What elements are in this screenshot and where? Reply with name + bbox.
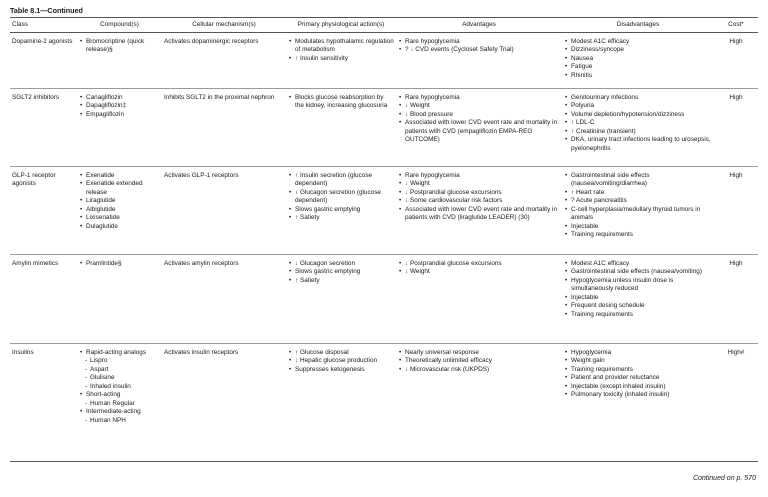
compound-item: • Liraglutide	[79, 197, 160, 206]
advantage-list	[398, 38, 560, 55]
disadvantage-item: • Fatigue	[564, 63, 712, 72]
disadvantage-item: • Training requirements	[564, 311, 712, 320]
compound-item: • Bromocriptine (quick release)§	[79, 38, 160, 55]
advantage-item: • ? ↓ CVD events (Cycloset Safety Trial)	[398, 46, 560, 55]
disadvantage-list	[564, 38, 712, 81]
header-class: Class	[10, 18, 77, 32]
mechanism-cell: Activates amylin receptors	[162, 254, 286, 343]
compound-item: • Canagliflozin	[79, 94, 160, 103]
disadvantage-item: • C-cell hyperplasia/medullary thyroid tumors in animals	[564, 206, 712, 223]
advantage-item: • Associated with lower CVD event rate and mortality in patients with CVD (liraglutide LEADER) (30)	[398, 206, 560, 223]
table-row	[10, 343, 758, 461]
compound-subitem: - Human Regular	[79, 400, 160, 409]
compound-item: • Exenatide extended release	[79, 180, 160, 197]
action-item: • Blocks glucose reabsorption by the kidney, increasing glucosuria	[288, 94, 394, 111]
compound-item: • Albiglutide	[79, 206, 160, 215]
advantage-cell	[396, 166, 562, 254]
compound-cell	[77, 166, 162, 254]
disadvantage-item: • Training requirements	[564, 366, 712, 375]
action-list	[288, 38, 394, 64]
disadvantage-item: • Hypoglycemia unless insulin dose is simultaneously reduced	[564, 277, 712, 294]
header-disadvantages: Disadvantages	[562, 18, 714, 32]
action-item: • ↑ Satiety	[288, 214, 394, 223]
advantage-list	[398, 94, 560, 145]
compound-item: • Empagliflozin	[79, 111, 160, 120]
action-item: • ↑ Glucose disposal	[288, 349, 394, 358]
disadvantage-item: • Modest A1C efficacy	[564, 260, 712, 269]
advantage-item: • ↓ Blood pressure	[398, 111, 560, 120]
disadvantage-item: • Pulmonary toxicity (inhaled insulin)	[564, 391, 712, 400]
disadvantage-item: • ↑ LDL-C	[564, 119, 712, 128]
disadvantage-item: • Genitourinary infections	[564, 94, 712, 103]
action-cell	[286, 32, 396, 88]
action-item: • Suppresses ketogenesis	[288, 366, 394, 375]
compound-list	[79, 172, 160, 232]
disadvantage-item: • Dizziness/syncope	[564, 46, 712, 55]
disadvantage-item: • DKA, urinary tract infections leading to urosepsis, pyelonephritis	[564, 136, 712, 153]
compound-list	[79, 260, 160, 269]
disadvantage-item: • Weight gain	[564, 357, 712, 366]
compound-item: • Lixisenatide	[79, 214, 160, 223]
action-cell	[286, 343, 396, 461]
disadvantage-item: • Injectable (except inhaled insulin)	[564, 383, 712, 392]
action-list	[288, 260, 394, 286]
header-action: Primary physiological action(s)	[286, 18, 396, 32]
disadvantage-item: • ↑ Heart rate	[564, 189, 712, 198]
table-body	[10, 32, 758, 461]
action-item: • ↓ Glucagon secretion	[288, 260, 394, 269]
compound-subitem: - Glulisine	[79, 374, 160, 383]
compound-item: • Short-acting	[79, 391, 160, 400]
advantage-cell	[396, 254, 562, 343]
compound-subitem: - Human NPH	[79, 417, 160, 426]
advantage-list	[398, 349, 560, 375]
cost-cell: High	[714, 32, 758, 88]
cost-cell: High#	[714, 343, 758, 461]
cost-cell: High	[714, 254, 758, 343]
compound-item: • Dulaglutide	[79, 223, 160, 232]
action-item: • ↑ Satiety	[288, 277, 394, 286]
disadvantage-item: • Injectable	[564, 223, 712, 232]
advantage-item: • Nearly universal response	[398, 349, 560, 358]
header-row	[10, 18, 758, 32]
disadvantage-item: • Nausea	[564, 55, 712, 64]
advantage-item: • ↓ Postprandial glucose excursions	[398, 189, 560, 198]
class-cell: GLP-1 receptor agonists	[10, 166, 77, 254]
action-list	[288, 94, 394, 111]
disadvantage-list	[564, 260, 712, 320]
disadvantage-item: • Injectable	[564, 294, 712, 303]
table-row	[10, 88, 758, 166]
disadvantage-cell	[562, 88, 714, 166]
disadvantage-item: • ↑ Creatinine (transient)	[564, 128, 712, 137]
disadvantage-item: • Hypoglycemia	[564, 349, 712, 358]
compound-item: • Rapid-acting analogs	[79, 349, 160, 358]
disadvantage-item: • Modest A1C efficacy	[564, 38, 712, 47]
compound-list	[79, 38, 160, 55]
compound-cell	[77, 88, 162, 166]
mechanism-cell: Inhibits SGLT2 in the proximal nephron	[162, 88, 286, 166]
advantage-item: • ↓ Weight	[398, 180, 560, 189]
disadvantage-item: • ? Acute pancreatitis	[564, 197, 712, 206]
disadvantage-list	[564, 94, 712, 154]
header-cost: Cost*	[714, 18, 758, 32]
advantage-item: • Rare hypoglycemia	[398, 172, 560, 181]
compound-item: • Intermediate-acting	[79, 408, 160, 417]
compound-subitem: - Inhaled insulin	[79, 383, 160, 392]
table-title: Table 8.1—Continued	[10, 6, 758, 18]
mechanism-cell: Activates dopaminergic receptors	[162, 32, 286, 88]
advantage-item: • Theoretically unlimited efficacy	[398, 357, 560, 366]
advantage-cell	[396, 32, 562, 88]
header-advantages: Advantages	[396, 18, 562, 32]
disadvantage-list	[564, 349, 712, 400]
action-item: • ↑ Insulin sensitivity	[288, 55, 394, 64]
disadvantage-item: • Volume depletion/hypotension/dizziness	[564, 111, 712, 120]
mechanism-cell: Activates GLP-1 receptors	[162, 166, 286, 254]
advantage-item: • ↓ Weight	[398, 102, 560, 111]
advantage-item: • ↓ Some cardiovascular risk factors	[398, 197, 560, 206]
disadvantage-list	[564, 172, 712, 240]
advantage-cell	[396, 88, 562, 166]
action-item: • ↓ Glucagon secretion (glucose dependent)	[288, 189, 394, 206]
advantage-item: • ↓ Postprandial glucose excursions	[398, 260, 560, 269]
compound-cell	[77, 254, 162, 343]
action-cell	[286, 254, 396, 343]
action-item: • Modulates hypothalamic regulation of metabolism	[288, 38, 394, 55]
advantage-list	[398, 260, 560, 277]
disadvantage-item: • Rhinitis	[564, 72, 712, 81]
advantage-item: • ↓ Microvascular risk (UKPDS)	[398, 366, 560, 375]
compound-subitem: - Lispro	[79, 357, 160, 366]
table-row	[10, 254, 758, 343]
disadvantage-cell	[562, 343, 714, 461]
disadvantage-item: • Gastrointestinal side effects (nausea/vomiting/diarrhea)	[564, 172, 712, 189]
advantage-list	[398, 172, 560, 223]
mechanism-cell: Activates insulin receptors	[162, 343, 286, 461]
cost-cell: High	[714, 166, 758, 254]
disadvantage-item: • Training requirements	[564, 231, 712, 240]
header-compound: Compound(s)	[77, 18, 162, 32]
action-item: • Slows gastric emptying	[288, 268, 394, 277]
action-cell	[286, 88, 396, 166]
compound-item: • Pramlintide§	[79, 260, 160, 269]
action-item: • ↑ Insulin secretion (glucose dependent)	[288, 172, 394, 189]
action-list	[288, 349, 394, 375]
advantage-item: • Rare hypoglycemia	[398, 38, 560, 47]
advantage-item: • Associated with lower CVD event rate and mortality in patients with CVD (empagliflozin EMPA-REG OUTCOME)	[398, 119, 560, 145]
disadvantage-item: • Frequent dosing schedule	[564, 302, 712, 311]
action-list	[288, 172, 394, 223]
compound-list	[79, 349, 160, 426]
disadvantage-cell	[562, 166, 714, 254]
cost-cell: High	[714, 88, 758, 166]
drug-class-table	[10, 18, 758, 462]
continued-note: Continued on p. 570	[692, 475, 756, 482]
action-cell	[286, 166, 396, 254]
disadvantage-item: • Patient and provider reluctance	[564, 374, 712, 383]
compound-list	[79, 94, 160, 120]
action-item: • ↓ Hepatic glucose production	[288, 357, 394, 366]
disadvantage-cell	[562, 254, 714, 343]
class-cell: SGLT2 inhibitors	[10, 88, 77, 166]
class-cell: Insulins	[10, 343, 77, 461]
advantage-cell	[396, 343, 562, 461]
class-cell: Dopamine-2 agonists	[10, 32, 77, 88]
compound-cell	[77, 32, 162, 88]
compound-subitem: - Aspart	[79, 366, 160, 375]
disadvantage-cell	[562, 32, 714, 88]
action-item: • Slows gastric emptying	[288, 206, 394, 215]
table-row	[10, 166, 758, 254]
advantage-item: • ↓ Weight	[398, 268, 560, 277]
compound-cell	[77, 343, 162, 461]
table-row	[10, 32, 758, 88]
compound-item: • Dapagliflozin‡	[79, 102, 160, 111]
advantage-item: • Rare hypoglycemia	[398, 94, 560, 103]
header-mechanism: Cellular mechanism(s)	[162, 18, 286, 32]
disadvantage-item: • Polyuria	[564, 102, 712, 111]
compound-item: • Exenatide	[79, 172, 160, 181]
disadvantage-item: • Gastrointestinal side effects (nausea/vomiting)	[564, 268, 712, 277]
class-cell: Amylin mimetics	[10, 254, 77, 343]
